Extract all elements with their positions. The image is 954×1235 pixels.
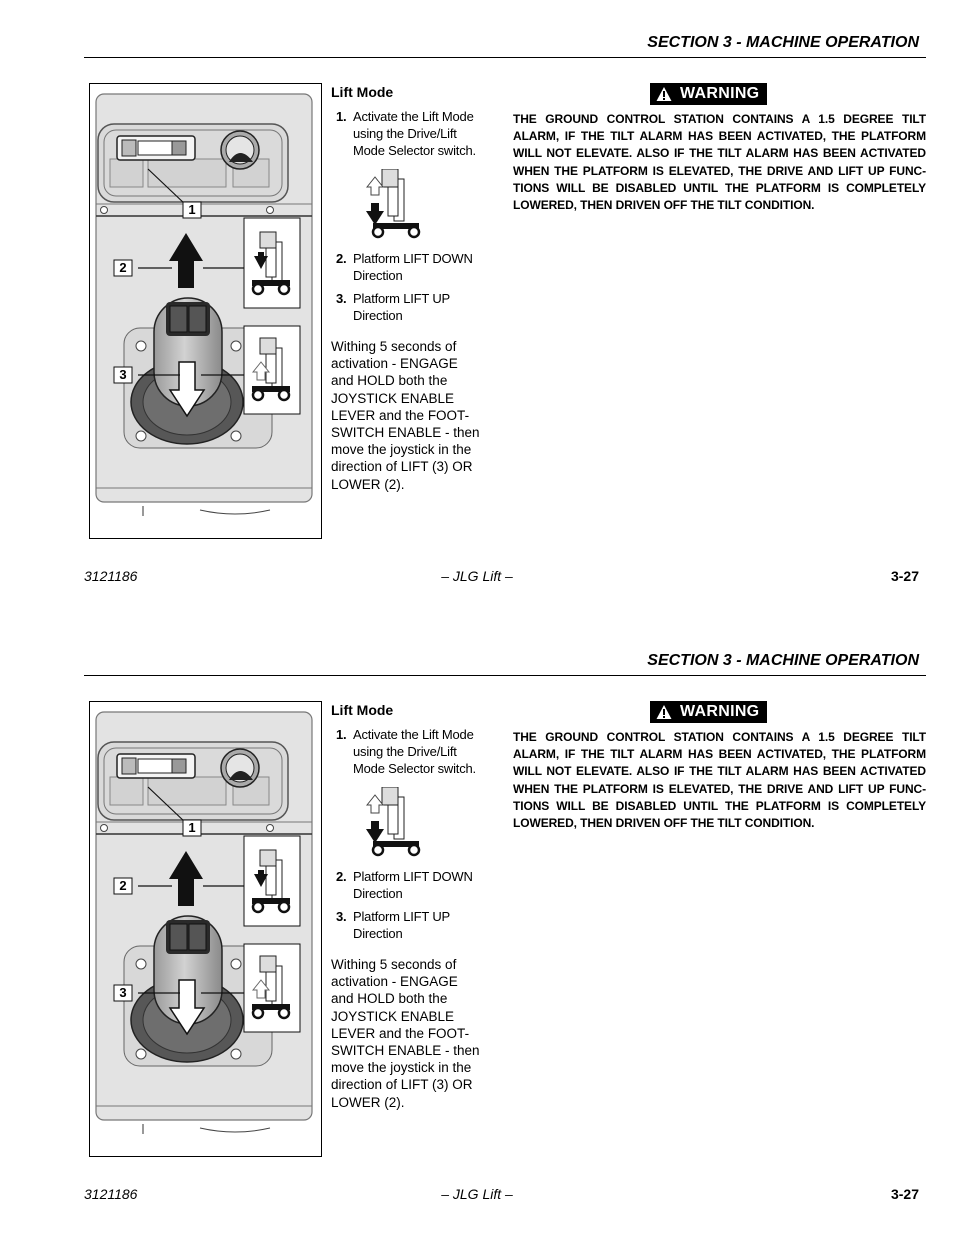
step-1 xyxy=(331,726,483,777)
header-rule xyxy=(84,675,926,676)
step-1 xyxy=(331,108,483,159)
step-number: 1. xyxy=(336,109,347,124)
control-panel-illustration xyxy=(90,84,321,538)
step-text: Activate the Lift Mode using the Drive/Lift Mode Selector switch. xyxy=(353,727,476,776)
warning-triangle-icon xyxy=(656,704,672,720)
callout-3: 3 xyxy=(119,367,127,382)
footer-title: – JLG Lift – xyxy=(441,1186,513,1202)
header-rule xyxy=(84,57,926,58)
step-text: Platform LIFT DOWN Direction xyxy=(353,251,473,283)
step-2 xyxy=(331,250,483,284)
step-3 xyxy=(331,908,483,942)
step-number: 3. xyxy=(336,909,347,924)
section-title: SECTION 3 - MACHINE OPERATION xyxy=(647,34,919,51)
instructions-column xyxy=(331,702,483,1111)
doc-number: 3121186 xyxy=(84,568,138,584)
callout-3: 3 xyxy=(119,985,127,1000)
step-number: 1. xyxy=(336,727,347,742)
control-panel-figure xyxy=(89,83,322,539)
lift-mode-title: Lift Mode xyxy=(331,702,394,718)
lift-mode-title: Lift Mode xyxy=(331,84,394,100)
warning-label: WARNING xyxy=(680,85,760,102)
warning-text: THE GROUND CONTROL STATION CONTAINS A 1.5 DEGREE TILT ALARM, IF THE TILT ALARM HAS BEEN ACTIVATED, THE PLATFORM WILL NOT ELEVATE. ALSO IF THE TILT ALARM HAS BEEN ACTIVATED WHEN THE PLATFORM IS ELEVATED, THE DRIVE AND LIFT UP FUNC-TIONS WILL BE DISABLED UNTIL THE PLATFORM IS COMPLETELY LOWERED, THEN DRIVEN OFF THE TILT CONDITION. xyxy=(513,730,926,831)
drive-lift-mode-icon xyxy=(364,169,424,239)
step-text: Platform LIFT UP Direction xyxy=(353,909,450,941)
control-panel-figure xyxy=(89,701,322,1157)
step-text: Platform LIFT DOWN Direction xyxy=(353,869,473,901)
step-number: 2. xyxy=(336,869,347,884)
section-title: SECTION 3 - MACHINE OPERATION xyxy=(647,652,919,669)
step-3 xyxy=(331,290,483,324)
callout-1: 1 xyxy=(188,820,196,835)
step-2 xyxy=(331,868,483,902)
warning-column xyxy=(513,701,926,832)
manual-page-2 xyxy=(0,618,954,1235)
callout-2: 2 xyxy=(119,260,127,275)
drive-lift-mode-icon xyxy=(364,787,424,857)
instruction-paragraph: Withing 5 seconds of activation - ENGAGE and HOLD both the JOYSTICK ENABLE LEVER and the FOOT-SWITCH ENABLE - then move the joystick in the direction of LIFT (3) OR LOWER (2). xyxy=(331,339,480,492)
control-panel-illustration xyxy=(90,702,321,1156)
step-text: Platform LIFT UP Direction xyxy=(353,291,450,323)
page-number: 3-27 xyxy=(890,568,919,584)
instruction-paragraph: Withing 5 seconds of activation - ENGAGE and HOLD both the JOYSTICK ENABLE LEVER and the FOOT-SWITCH ENABLE - then move the joystick in the direction of LIFT (3) OR LOWER (2). xyxy=(331,957,480,1110)
manual-page-1 xyxy=(0,0,954,617)
warning-text: THE GROUND CONTROL STATION CONTAINS A 1.5 DEGREE TILT ALARM, IF THE TILT ALARM HAS BEEN ACTIVATED, THE PLATFORM WILL NOT ELEVATE. ALSO IF THE TILT ALARM HAS BEEN ACTIVATED WHEN THE PLATFORM IS ELEVATED, THE DRIVE AND LIFT UP FUNC-TIONS WILL BE DISABLED UNTIL THE PLATFORM IS COMPLETELY LOWERED, THEN DRIVEN OFF THE TILT CONDITION. xyxy=(513,112,926,213)
warning-label: WARNING xyxy=(680,703,760,720)
page-number: 3-27 xyxy=(890,1186,919,1202)
callout-1: 1 xyxy=(188,202,196,217)
step-number: 2. xyxy=(336,251,347,266)
warning-badge xyxy=(650,701,767,723)
footer-title: – JLG Lift – xyxy=(441,568,513,584)
warning-badge xyxy=(650,83,767,105)
doc-number: 3121186 xyxy=(84,1186,138,1202)
instructions-column xyxy=(331,84,483,493)
callout-2: 2 xyxy=(119,878,127,893)
warning-column xyxy=(513,83,926,214)
warning-triangle-icon xyxy=(656,86,672,102)
step-number: 3. xyxy=(336,291,347,306)
step-text: Activate the Lift Mode using the Drive/Lift Mode Selector switch. xyxy=(353,109,476,158)
